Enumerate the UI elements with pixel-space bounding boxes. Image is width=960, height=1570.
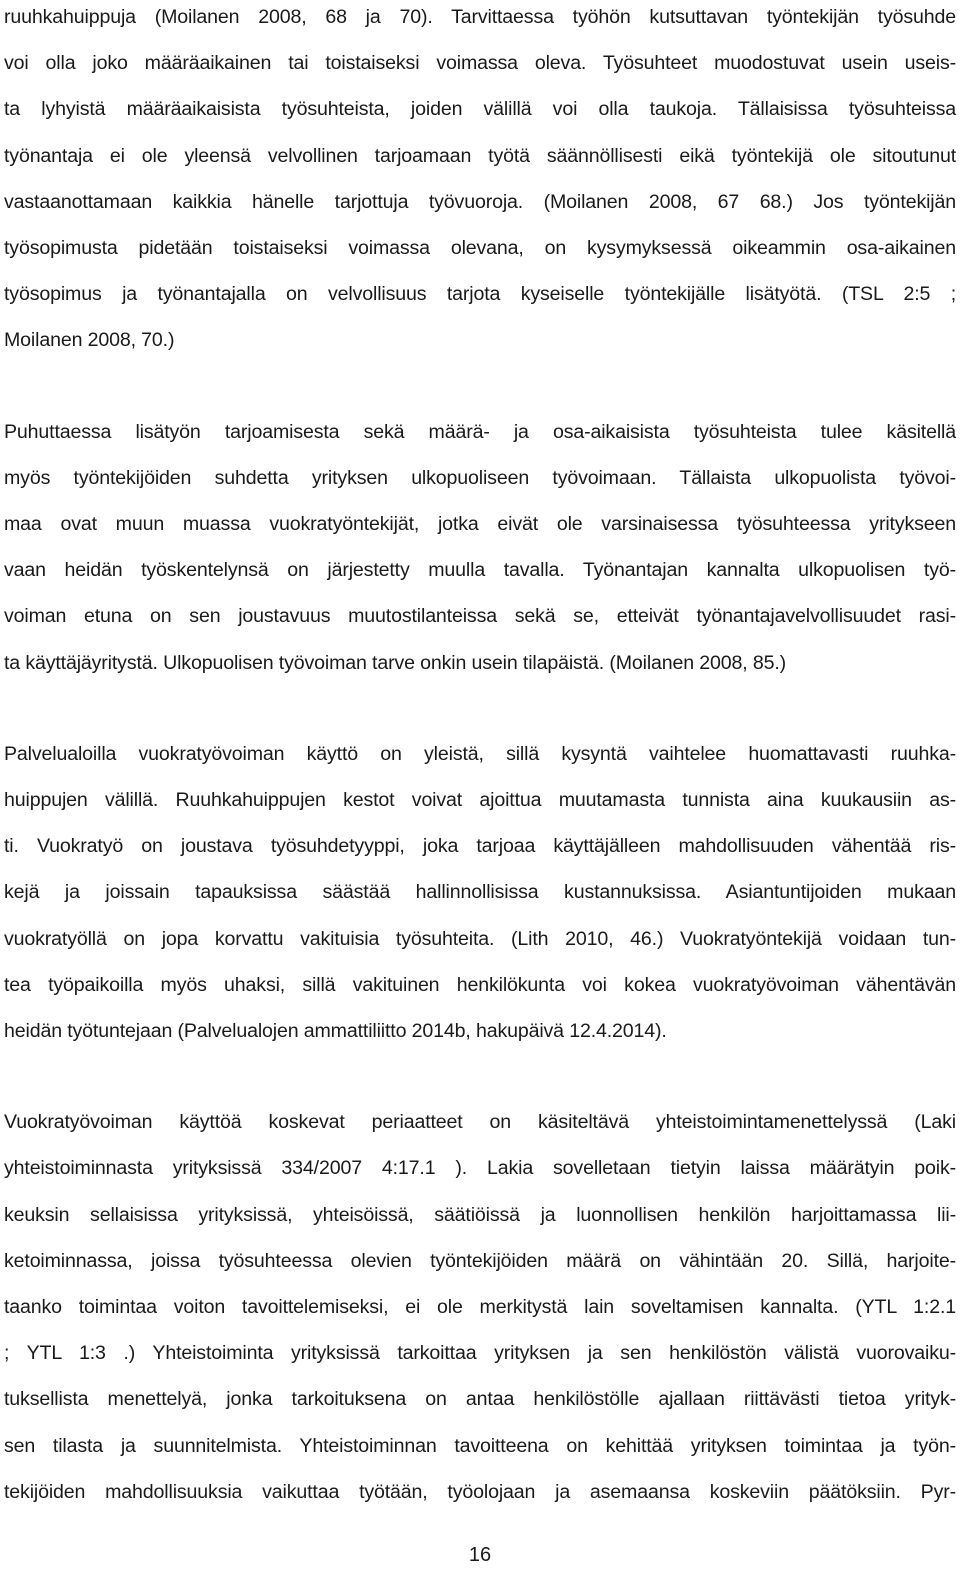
paragraph-4 — [4, 1099, 956, 1515]
text-line: tea työpaikoilla myös uhaksi, sillä vakituinen henkilökunta voi kokea vuokratyövoiman vähentävän — [4, 973, 956, 996]
text-line: taanko toimintaa voiton tavoittelemiseksi, ei ole merkitystä lain soveltamisen kannalta. (YTL 1:2.1 — [4, 1296, 956, 1319]
text-line: työsopimus ja työnantajalla on velvollisuus tarjota kyseiselle työntekijälle lisätyötä. (TSL 2:5 ; — [4, 283, 956, 306]
text-line: tekijöiden mahdollisuuksia vaikuttaa työtään, työolojaan ja asemaansa koskeviin päätöksiin. Pyr- — [4, 1480, 956, 1503]
text-line: Palvelualoilla vuokratyövoiman käyttö on yleistä, sillä kysyntä vaihtelee huomattavasti ruuhka- — [4, 742, 956, 765]
text-line: voi olla joko määräaikainen tai toistaiseksi voimassa oleva. Työsuhteet muodostuvat usein useis- — [4, 52, 956, 75]
text-line: huippujen välillä. Ruuhkahuippujen kestot voivat ajoittua muutamasta tunnista aina kuukausiin as- — [4, 789, 956, 812]
page-number: 16 — [468, 1544, 492, 1566]
text-line: työsopimusta pidetään toistaiseksi voimassa olevana, on kysymyksessä oikeammin osa-aikainen — [4, 237, 956, 260]
text-line: heidän työtuntejaan (Palvelualojen ammattiliitto 2014b, hakupäivä 12.4.2014). — [4, 1020, 667, 1043]
text-line: ta lyhyistä määräaikaisista työsuhteista, joiden välillä voi olla taukoja. Tällaisissa työsuhteissa — [4, 98, 956, 121]
text-line: vuokratyöllä on jopa korvattu vakituisia työsuhteita. (Lith 2010, 46.) Vuokratyöntekijä voidaan tun- — [4, 927, 956, 950]
text-line: voiman etuna on sen joustavuus muutostilanteissa sekä se, etteivät työnantajavelvollisuudet rasi- — [4, 605, 956, 628]
text-line: maa ovat muun muassa vuokratyöntekijät, jotka eivät ole varsinaisessa työsuhteessa yritykseen — [4, 513, 956, 536]
text-line: ti. Vuokratyö on joustava työsuhdetyyppi, joka tarjoaa käyttäjälleen mahdollisuuden vähentää ris- — [4, 835, 956, 858]
text-line: yhteistoiminnasta yrityksissä 334/2007 4:17.1 ). Lakia sovelletaan tietyin laissa määrätyin poik- — [4, 1157, 956, 1180]
text-line: ketoiminnassa, joissa työsuhteessa olevien työntekijöiden määrä on vähintään 20. Sillä, harjoite- — [4, 1249, 956, 1272]
text-line: vaan heidän työskentelynsä on järjestetty muulla tavalla. Työnantajan kannalta ulkopuolisen työ- — [4, 559, 956, 582]
paragraph-3 — [4, 731, 956, 1054]
text-line: Vuokratyövoiman käyttöä koskevat periaatteet on käsiteltävä yhteistoimintamenettelyssä (Laki — [4, 1111, 956, 1134]
text-line: tuksellista menettelyä, jonka tarkoituksena on antaa henkilöstölle ajallaan riittävästi tietoa yrityk- — [4, 1388, 956, 1411]
body-text — [4, 0, 956, 1515]
text-line: Moilanen 2008, 70.) — [4, 329, 175, 352]
text-line: ta käyttäjäyritystä. Ulkopuolisen työvoiman tarve onkin usein tilapäistä. (Moilanen 2008, 85.) — [4, 651, 787, 674]
paragraph-gap — [4, 1054, 956, 1099]
paragraph-gap — [4, 686, 956, 731]
text-line: vastaanottamaan kaikkia hänelle tarjottuja työvuoroja. (Moilanen 2008, 67 68.) Jos työntekijän — [4, 190, 956, 213]
text-line: myös työntekijöiden suhdetta yrityksen ulkopuoliseen työvoimaan. Tällaista ulkopuolista työvoi- — [4, 466, 956, 489]
text-line: ; YTL 1:3 .) Yhteistoiminta yrityksissä tarkoittaa yrityksen ja sen henkilöstön välistä vuorovaiku- — [4, 1342, 956, 1365]
text-line: sen tilasta ja suunnitelmista. Yhteistoiminnan tavoitteena on kehittää yrityksen toimintaa ja työn- — [4, 1434, 956, 1457]
text-line: kejä ja joissain tapauksissa säästää hallinnollisissa kustannuksissa. Asiantuntijoiden mukaan — [4, 881, 956, 904]
text-line: keuksin sellaisissa yrityksissä, yhteisöissä, säätiöissä ja luonnollisen henkilön harjoittamassa lii- — [4, 1203, 956, 1226]
text-line: työnantaja ei ole yleensä velvollinen tarjoamaan työtä säännöllisesti eikä työntekijä ole sitoutunut — [4, 144, 956, 167]
paragraph-1 — [4, 0, 956, 364]
paragraph-2 — [4, 409, 956, 686]
text-line: Puhuttaessa lisätyön tarjoamisesta sekä määrä- ja osa-aikaisista työsuhteista tulee käsitellä — [4, 420, 956, 443]
text-line: ruuhkahuippuja (Moilanen 2008, 68 ja 70). Tarvittaessa työhön kutsuttavan työntekijän työsuhde — [4, 6, 956, 28]
paragraph-gap — [4, 364, 956, 409]
